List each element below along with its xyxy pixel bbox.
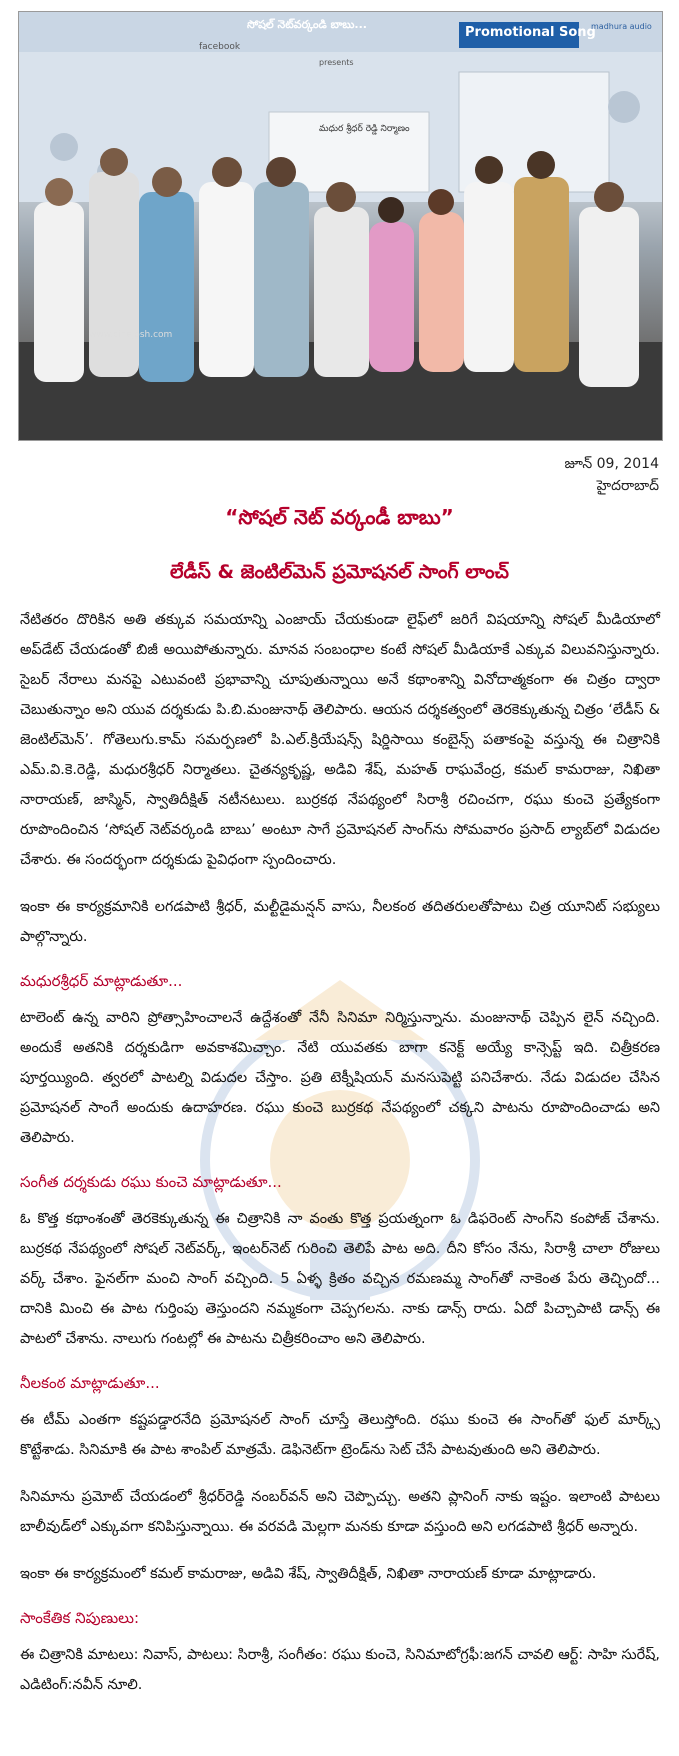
person xyxy=(419,212,464,372)
article-paragraph-crew: ఈ చిత్రానికి మాటలు: నివాస్, పాటలు: సిరాశ్రీ, సంగీతం: రఘు కుంచె, సినిమాటోగ్రఫీ:జగన్ చావలి ఆర్ట్: సాహి సురేష్, ఎడిటింగ్:నవీన్ నూలి. xyxy=(20,1647,660,1693)
person xyxy=(314,207,369,377)
article-paragraph-sridhar: టాలెంట్ ఉన్న వారిని ప్రోత్సాహించాలనే ఉద్దేశంతో నేనీ సినిమా నిర్మిస్తున్నాను. మంజునాథ్ చెప్పిన లైన్ నచ్చింది. అందుకే అతనికి దర్శకుడిగా అవకాశమిచ్చాం. నేటి యువతకు బాగా కనెక్ట్ అయ్యే కాన్సెప్ట్ ఇది. చిత్రీకరణ పూర్తయ్యింది. త్వరలో పాటల్ని విడుదల చేస్తాం. ప్రతి టెక్నీషియన్ మనసుపెట్టి పనిచేశారు. నేడు విడుదల చేసిన ప్రమోషనల్ సాంగే అందుకు ఉదాహరణ. రఘు కుంచె బుర్రకథ నేపథ్యంలో చక్కని పాటను రూపొందించాడు అని తెలిపారు. xyxy=(20,1010,660,1146)
subheadline: లేడీస్ & జెంటిల్‌మెన్ ప్రమోషనల్ సాంగ్ లాంచ్ xyxy=(170,561,509,583)
person xyxy=(139,192,194,382)
banner-social-icon xyxy=(50,133,78,161)
person-head xyxy=(326,182,356,212)
article-paragraph-attendees: ఇంకా ఈ కార్యక్రమానికి లగడపాటి శ్రీధర్, మల్టీడైమన్షన్ వాసు, నీలకంఠ తదితరులతోపాటు చిత్ర యూనిట్ సభ్యులు పాల్గొన్నారు. xyxy=(20,899,660,945)
article-paragraph-neelakanta: ఈ టీమ్ ఎంతగా కష్టపడ్డారనేది ప్రమోషనల్ సాంగ్ చూస్తే తెలుస్తోంది. రఘు కుంచె ఈ సాంగ్‌తో ఫుల్ మార్క్స్ కొట్టేశాడు. సినిమాకి ఈ పాట శాంపిల్ మాత్రమే. డెఫినెట్‌గా ట్రెండ్‌ను సెట్ చేసే పాటవుతుంది అని తెలిపారు. xyxy=(20,1412,660,1458)
person xyxy=(579,207,639,387)
section-heading-raghu: సంగీత దర్శకుడు రఘు కుంచె మాట్లాడుతూ... xyxy=(20,1173,282,1191)
person-head xyxy=(45,178,73,206)
person-head xyxy=(428,189,454,215)
person-head xyxy=(475,156,503,184)
section-heading-sridhar: మధుర‌శ్రీధర్ మాట్లాడుతూ... xyxy=(20,972,183,990)
person-head xyxy=(100,148,128,176)
article-paragraph-lagadapati: సినిమాను ప్రమోట్ చేయడంలో శ్రీధర్‌రెడ్డి నంబర్‌వన్ అని చెప్పొచ్చు. అతని ప్లానింగ్ నాకు ఇష్టం. ఇలాంటి పాటలు బాలీవుడ్‌లో ఎక్కువగా కనిపిస్తున్నాయి. ఈ వరవడి మెల్లగా మనకు కూడా వస్తుంది అని లగడపాటి శ్రీధర్ అన్నారు. xyxy=(20,1489,660,1535)
event-photo xyxy=(18,11,663,441)
article-body xyxy=(20,605,660,1717)
section-heading-crew: సాంకేతిక నిపుణులు: xyxy=(20,1609,140,1627)
person xyxy=(514,177,569,372)
person-head xyxy=(527,151,555,179)
dateline xyxy=(564,453,659,497)
person xyxy=(89,172,139,377)
banner-title: సోషల్ నెట్‌వర్కండి బాబు... xyxy=(247,18,367,31)
article-paragraph-intro: నేటితరం దొరికిన అతి తక్కువ సమయాన్ని ఎంజాయ్ చేయకుండా లైఫ్‌లో జరిగే విషయాన్ని సోషల్ మీడియాలో అప్‌డేట్ చేయడంతో బిజీ అయిపోతున్నారు. మానవ సంబంధాల కంటే సోషల్ మీడియాకే ఎక్కువ విలువనిస్తున్నారు. సైబర్ నేరాలు మనపై ఎటువంటి ప్రభావాన్ని చూపుతున్నాయి అనే కథాంశాన్ని వినోదాత్మకంగా ఈ చిత్రం ద్వారా చెబుతున్నాం అని యువ దర్శకుడు పి.బి.మంజునాథ్ తెలిపారు. ఆయన దర్శకత్వంలో తెరకెక్కుతున్న చిత్రం ‘లేడీస్ & జెంటిల్‌మెన్’. గోతెలుగు.కామ్ సమర్పణలో పి.ఎల్.క్రియేషన్స్ షిర్డిసాయి కంబైన్స్ పతాకంపై వస్తున్న ఈ చిత్రానికి ఎమ్.వి.కె.రెడ్డి, మధుర‌శ్రీధర్ నిర్మాతలు. చైతన్యకృష్ణ, అడివి శేష్, మహత్ రాఘవేంద్ర, కమల్ కామరాజు, నిఖితా నారాయణ్, జాస్మిన్, స్వాతిదీక్షిత్ నటీనటులు. బుర్రకథ నేపథ్యంలో సిరాశ్రీ రచించగా, రఘు కుంచె ప్రత్యేకంగా రూపొందించిన ‘సోషల్ నెట్‌వర్కండి బాబు’ అంటూ సాగే ప్రమోషనల్ సాంగ్‌ను సోమవారం ప్రసాద్ ల్యాబ్‌లో విడుదల చేశారు. ఈ సందర్భంగా దర్శకుడు పైవిధంగా స్పందించారు. xyxy=(20,612,660,868)
photo-credit: www.cinejosh.com xyxy=(89,330,173,340)
person xyxy=(464,182,514,372)
banner-producer-line: మధుర శ్రీధర్ రెడ్డి నిర్మాణం xyxy=(319,124,410,134)
article-paragraph-raghu: ఓ కొత్త కథాంశంతో తెరకెక్కుతున్న ఈ చిత్రానికి నా వంతు కొత్త ప్రయత్నంగా ఓ డిఫరెంట్ సాంగ్‌ని కంపోజ్ చేశాను. బుర్రకథ నేపథ్యంలో సోషల్ నెట్‌వర్క్, ఇంటర్‌నెట్ గురించి తెలిపే పాట అది. దీని కోసం నేను, సిరాశ్రీ చాలా రోజులు వర్క్ చేశాం. ఫైనల్‌గా మంచి సాంగ్ వచ్చింది. 5 ఏళ్ళ క్రితం వచ్చిన రమణమ్మ సాంగ్‌తో నాకెంత పేరు తెచ్చిందో... దానికి మించి ఈ పాట గుర్తింపు తెస్తుందని నమ్మకంగా చెప్పగలను. నాకు డాన్స్ రాదు. ఏదో పిచ్చాపాటి డాన్స్ ఈ పాటలో చేశాను. నాలుగు గంటల్లో ఈ పాటను చిత్రీకరించాం అని తెలిపారు. xyxy=(20,1211,660,1347)
article-date: జూన్ 09, 2014 xyxy=(564,456,659,472)
person-head xyxy=(594,182,624,212)
article-paragraph-others: ఇంకా ఈ కార్యక్రమంలో కమల్ కామరాజు, అడివి శేష్, స్వాతిదీక్షిత్, నిఖితా నారాయణ్ కూడా మాట్లాడారు. xyxy=(20,1566,597,1582)
person xyxy=(369,222,414,372)
group-of-people xyxy=(34,148,639,387)
person-head xyxy=(212,157,242,187)
banner-presents-label: presents xyxy=(319,58,354,67)
person xyxy=(254,182,309,377)
person-head xyxy=(378,197,404,223)
person xyxy=(34,202,84,382)
headline: “సోషల్ నెట్ వర్కండీ బాబు” xyxy=(225,505,454,529)
banner-facebook-label: facebook xyxy=(199,42,241,52)
event-photo-illustration xyxy=(19,12,662,440)
person-head xyxy=(266,157,296,187)
person-head xyxy=(152,167,182,197)
article-place: హైదరాబాద్ xyxy=(596,478,659,494)
banner-logo-right: madhura audio xyxy=(591,22,652,31)
banner-promo-label: Promotional Song xyxy=(465,25,596,40)
banner-social-icon xyxy=(608,91,640,123)
person xyxy=(199,182,254,377)
section-heading-neelakanta: నీలకంఠ మాట్లాడుతూ... xyxy=(20,1374,160,1392)
